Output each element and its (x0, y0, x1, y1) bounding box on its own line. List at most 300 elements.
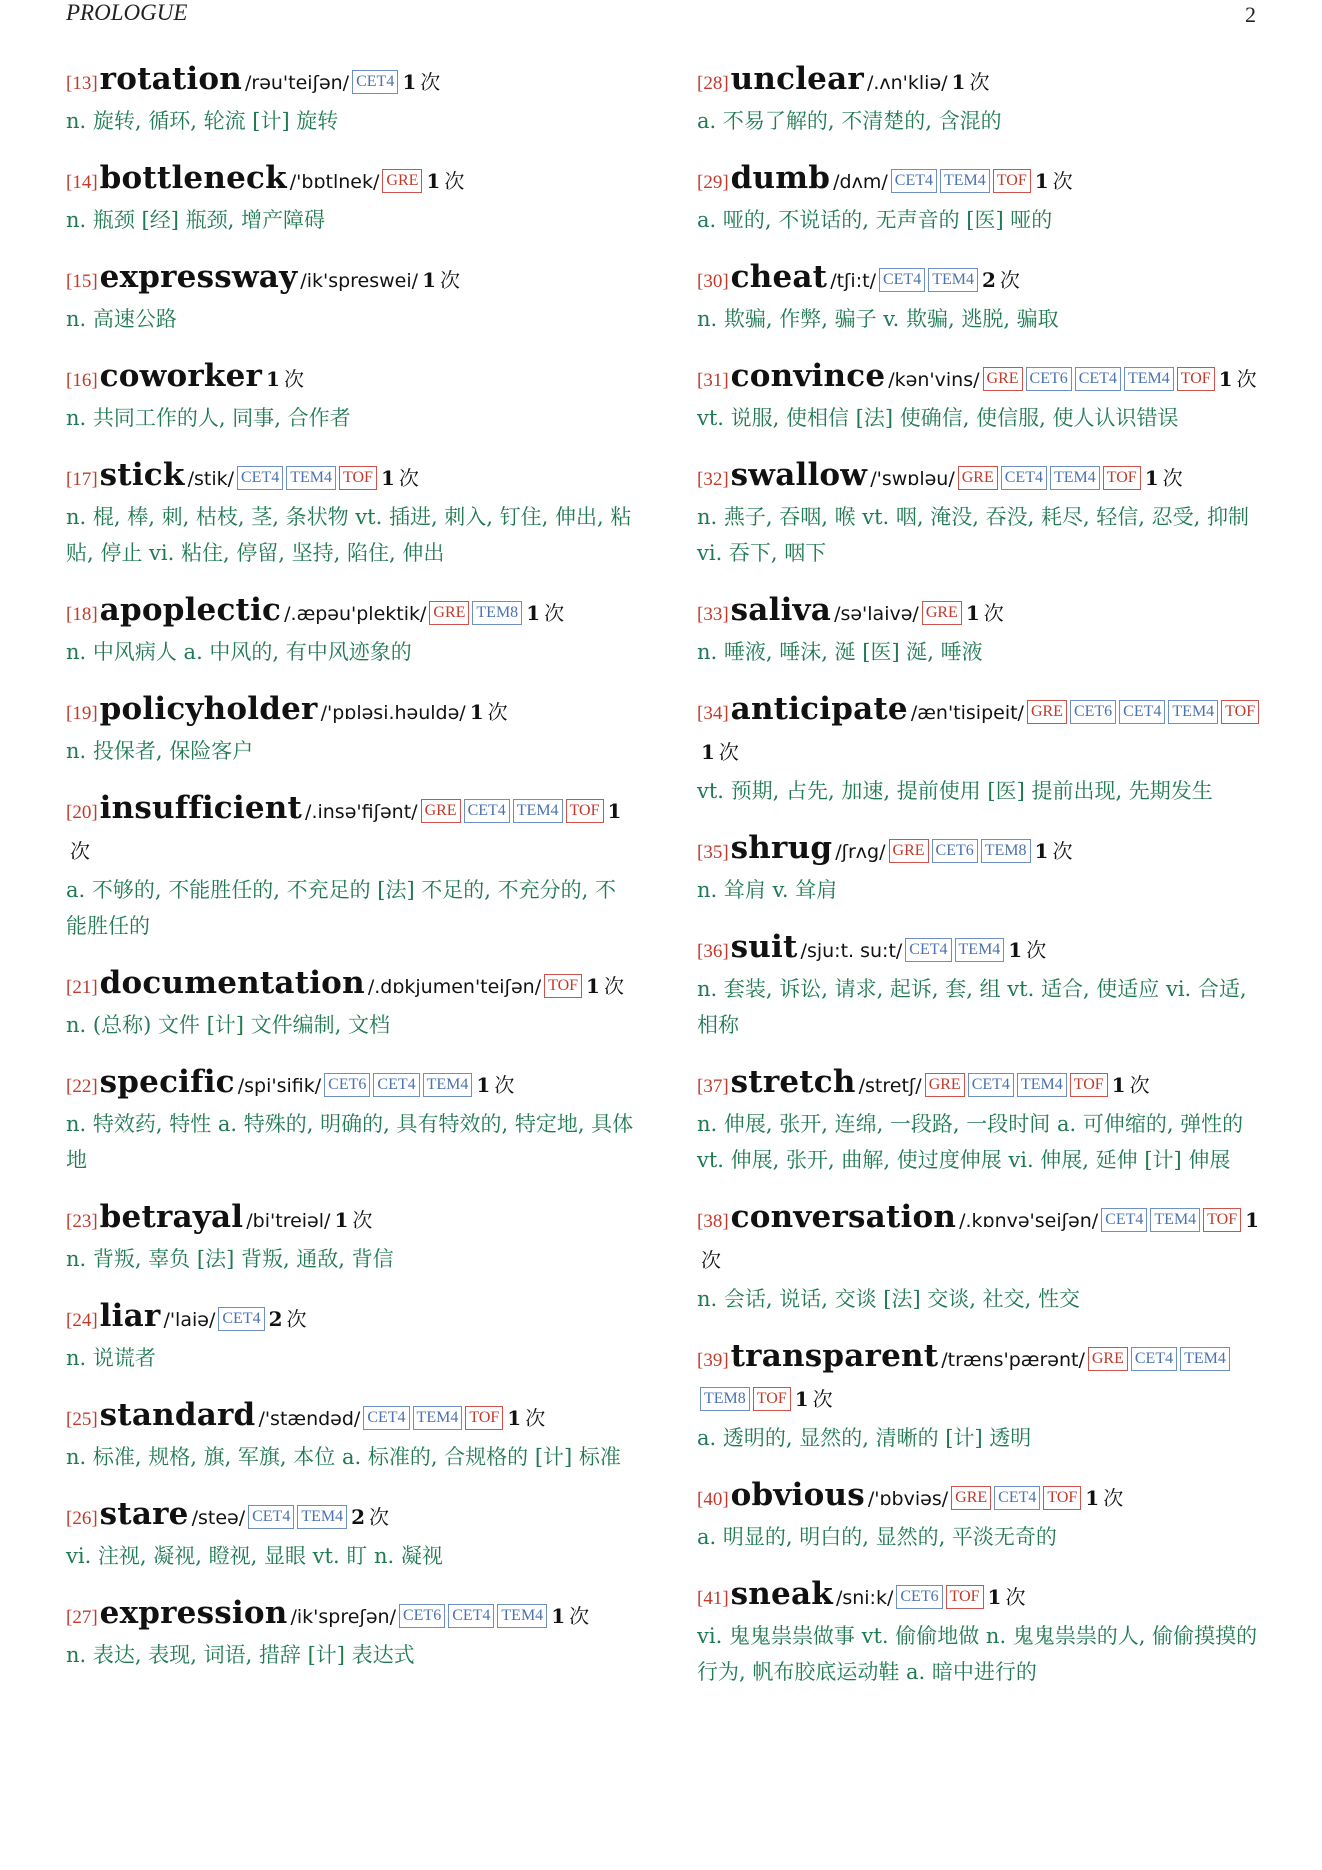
count-number: 1 (1144, 466, 1159, 490)
entry-pronunciation: /stik/ (187, 468, 234, 490)
exam-tag-tof: TOF (1221, 700, 1259, 724)
count-number: 1 (701, 740, 715, 764)
exam-tag-cet4: CET4 (1101, 1208, 1147, 1232)
occurrence-count (586, 974, 624, 998)
exam-tag-cet6: CET6 (324, 1073, 370, 1097)
count-number: 1 (476, 1073, 491, 1097)
entry-definition: n. 特效药, 特性 a. 特殊的, 明确的, 具有特效的, 特定地, 具体地 (66, 1112, 634, 1172)
entry-headline (66, 1063, 636, 1106)
count-number: 1 (526, 601, 541, 625)
exam-tags (919, 605, 962, 624)
entry-word: documentation (99, 965, 365, 1001)
entry-word: saliva (730, 592, 832, 628)
count-number: 1 (1034, 169, 1049, 193)
count-number: 1 (507, 1406, 522, 1430)
vocab-entry (697, 357, 1267, 436)
entry-definition: vt. 预期, 占先, 加速, 提前使用 [医] 提前出现, 先期发生 (697, 779, 1213, 803)
entry-word: apoplectic (99, 592, 282, 628)
exam-tag-tof: TOF (753, 1387, 791, 1411)
entry-definition: n. 共同工作的人, 同事, 合作者 (66, 406, 351, 430)
entry-index: [22] (66, 1076, 98, 1097)
count-number: 1 (469, 700, 484, 724)
entry-index: [37] (697, 1076, 729, 1097)
page-header (66, 0, 1256, 30)
exam-tag-tem4: TEM4 (423, 1073, 473, 1097)
entry-definition: a. 哑的, 不说话的, 无声音的 [医] 哑的 (697, 208, 1053, 232)
entry-definition: n. 伸展, 张开, 连绵, 一段路, 一段时间 a. 可伸缩的, 弹性的 vt. 伸展, 张开, 曲解, 使过度伸展 vi. 伸展, 延伸 [计] 伸展 (697, 1112, 1244, 1172)
occurrence-count (1219, 367, 1257, 391)
exam-tag-cet4: CET4 (905, 938, 951, 962)
count-unit: 次 (1052, 839, 1073, 863)
exam-tag-tem4: TEM4 (1050, 466, 1100, 490)
vocab-entry (697, 591, 1267, 670)
exam-tags (980, 371, 1215, 390)
entry-headline (697, 928, 1267, 971)
entry-index: [27] (66, 1607, 98, 1628)
vocab-entry (66, 357, 636, 436)
entry-pronunciation: /'stændəd/ (258, 1408, 361, 1430)
count-unit: 次 (1162, 466, 1183, 490)
entry-index: [24] (66, 1310, 98, 1331)
entry-headline (66, 357, 636, 400)
entry-headline (66, 690, 636, 733)
entry-word: dumb (730, 160, 831, 196)
occurrence-count (966, 601, 1004, 625)
count-unit: 次 (718, 740, 739, 764)
count-unit: 次 (1026, 938, 1047, 962)
entry-headline (697, 357, 1267, 400)
exam-tag-cet4: CET4 (464, 799, 510, 823)
exam-tag-tof: TOF (1070, 1073, 1108, 1097)
entry-index: [17] (66, 469, 98, 490)
entry-pronunciation: /.insə'fiʃənt/ (305, 801, 418, 823)
entry-pronunciation: /'ɒbviəs/ (867, 1488, 949, 1510)
entry-pronunciation: /ik'spreswei/ (300, 270, 419, 292)
entry-index: [31] (697, 370, 729, 391)
exam-tags (379, 173, 422, 192)
entry-word: insufficient (99, 790, 303, 826)
occurrence-count (1035, 169, 1073, 193)
entry-word: stare (99, 1496, 189, 1532)
entry-definition: n. 瓶颈 [经] 瓶颈, 增产障碍 (66, 208, 325, 232)
exam-tag-gre: GRE (922, 601, 962, 625)
exam-tag-gre: GRE (421, 799, 461, 823)
entry-index: [21] (66, 977, 98, 998)
vocab-entry (697, 258, 1267, 337)
count-number: 1 (951, 70, 966, 94)
exam-tags (1098, 1212, 1241, 1231)
entry-index: [20] (66, 802, 98, 823)
exam-tag-cet4: CET4 (363, 1406, 409, 1430)
exam-tag-tem8: TEM8 (700, 1387, 750, 1411)
exam-tags (888, 173, 1031, 192)
exam-tags (541, 978, 582, 997)
entry-pronunciation: /.æpəu'plektik/ (284, 603, 427, 625)
entry-pronunciation: /sni:k/ (835, 1587, 894, 1609)
exam-tag-tem4: TEM4 (497, 1604, 547, 1628)
exam-tags (321, 1077, 472, 1096)
entry-headline (66, 159, 636, 202)
entry-word: betrayal (99, 1199, 244, 1235)
occurrence-count (470, 700, 508, 724)
exam-tag-cet4: CET4 (1001, 466, 1047, 490)
entry-definition: vt. 说服, 使相信 [法] 使确信, 使信服, 使人认识错误 (697, 406, 1179, 430)
entry-headline (66, 591, 636, 634)
entry-word: specific (99, 1064, 235, 1100)
entry-headline (66, 1198, 636, 1241)
entry-definition: a. 透明的, 显然的, 清晰的 [计] 透明 (697, 1426, 1032, 1450)
exam-tag-cet4: CET4 (448, 1604, 494, 1628)
entry-word: liar (99, 1298, 161, 1334)
entry-word: expressway (99, 259, 298, 295)
occurrence-count (351, 1505, 389, 1529)
vocab-entry (66, 964, 636, 1043)
occurrence-count (952, 70, 990, 94)
exam-tag-cet4: CET4 (1119, 700, 1165, 724)
exam-tag-cet4: CET4 (218, 1307, 264, 1331)
entry-headline (66, 60, 636, 103)
occurrence-count (1112, 1073, 1150, 1097)
entry-headline (697, 829, 1267, 872)
exam-tag-tem8: TEM8 (981, 839, 1031, 863)
exam-tag-tof: TOF (566, 799, 604, 823)
count-unit: 次 (569, 1604, 590, 1628)
entry-headline (66, 456, 636, 499)
entry-definition: n. 旋转, 循环, 轮流 [计] 旋转 (66, 109, 339, 133)
exam-tag-tem4: TEM4 (413, 1406, 463, 1430)
exam-tag-tof: TOF (339, 466, 377, 490)
count-number: 1 (334, 1208, 349, 1232)
entry-headline (697, 1575, 1267, 1618)
exam-tag-tof: TOF (1103, 466, 1141, 490)
exam-tag-gre: GRE (958, 466, 998, 490)
count-unit: 次 (70, 839, 90, 863)
occurrence-count (507, 1406, 545, 1430)
entry-headline (697, 1337, 1267, 1420)
occurrence-count (1035, 839, 1073, 863)
count-number: 1 (1008, 938, 1023, 962)
entry-definition: n. 投保者, 保险客户 (66, 739, 254, 763)
exam-tags (245, 1509, 347, 1528)
entry-definition: n. 耸肩 v. 耸肩 (697, 878, 838, 902)
entry-pronunciation: /dʌm/ (833, 171, 888, 193)
exam-tag-tem4: TEM4 (513, 799, 563, 823)
count-unit: 次 (701, 1248, 721, 1272)
exam-tag-tem4: TEM4 (955, 938, 1005, 962)
entry-headline (66, 1297, 636, 1340)
occurrence-count (988, 1585, 1026, 1609)
vocab-entry (66, 1594, 636, 1673)
vocab-entry (697, 1476, 1267, 1555)
count-unit: 次 (1103, 1486, 1124, 1510)
entry-pronunciation: /'pɒləsi.həuldə/ (320, 702, 466, 724)
entry-index: [25] (66, 1409, 98, 1430)
occurrence-count (426, 169, 464, 193)
entry-headline (697, 258, 1267, 301)
entry-headline (697, 591, 1267, 634)
entry-word: cheat (730, 259, 828, 295)
entry-index: [32] (697, 469, 729, 490)
exam-tag-cet6: CET6 (1070, 700, 1116, 724)
exam-tag-cet6: CET6 (1026, 367, 1072, 391)
exam-tags (902, 942, 1004, 961)
exam-tag-cet4: CET4 (1075, 367, 1121, 391)
entry-headline (697, 1063, 1267, 1106)
count-unit: 次 (352, 1208, 373, 1232)
entry-word: sneak (730, 1576, 833, 1612)
exam-tag-cet4: CET4 (891, 169, 937, 193)
occurrence-count (402, 70, 440, 94)
vocab-entry (66, 1396, 636, 1475)
entry-definition: vi. 鬼鬼祟祟做事 vt. 偷偷地做 n. 鬼鬼祟祟的人, 偷偷摸摸的行为, 帆布胶底运动鞋 a. 暗中进行的 (697, 1624, 1258, 1684)
vocab-entry (66, 1297, 636, 1376)
vocab-entry (66, 456, 636, 571)
occurrence-count (526, 601, 564, 625)
exam-tag-tof: TOF (1043, 1486, 1081, 1510)
entry-definition: n. 高速公路 (66, 307, 177, 331)
vocab-entry (697, 928, 1267, 1043)
occurrence-count (334, 1208, 372, 1232)
entry-pronunciation: /kən'vins/ (888, 369, 980, 391)
entry-word: unclear (730, 61, 864, 97)
vocab-entry (66, 258, 636, 337)
vocab-entry (66, 159, 636, 238)
count-number: 1 (586, 974, 600, 998)
exam-tag-tof: TOF (544, 974, 582, 998)
count-unit: 次 (1129, 1073, 1150, 1097)
entry-pronunciation: /sju:t. su:t/ (800, 940, 903, 962)
exam-tag-tem4: TEM4 (1150, 1208, 1200, 1232)
exam-tag-gre: GRE (889, 839, 929, 863)
count-unit: 次 (969, 70, 990, 94)
vocab-entry (697, 1337, 1267, 1456)
count-unit: 次 (487, 700, 508, 724)
exam-tag-tof: TOF (465, 1406, 503, 1430)
entry-index: [41] (697, 1588, 729, 1609)
count-unit: 次 (444, 169, 465, 193)
vocab-entry (697, 1198, 1267, 1317)
entry-pronunciation: /rəu'teiʃən/ (244, 72, 350, 94)
entry-headline (66, 1396, 636, 1439)
entry-headline (66, 258, 636, 301)
count-number: 1 (965, 601, 980, 625)
count-unit: 次 (525, 1406, 546, 1430)
vocab-entry (697, 829, 1267, 908)
entry-headline (697, 690, 1267, 773)
left-column (66, 60, 636, 1693)
exam-tag-cet4: CET4 (879, 268, 925, 292)
entry-pronunciation: /tʃi:t/ (830, 270, 876, 292)
entry-word: swallow (730, 457, 868, 493)
count-number: 1 (1034, 839, 1049, 863)
exam-tags (893, 1589, 983, 1608)
entry-word: policyholder (99, 691, 318, 727)
exam-tag-cet4: CET4 (373, 1073, 419, 1097)
entry-index: [23] (66, 1211, 98, 1232)
entry-index: [26] (66, 1508, 98, 1529)
exam-tag-gre: GRE (382, 169, 422, 193)
exam-tag-gre: GRE (1027, 700, 1067, 724)
exam-tags (215, 1311, 264, 1330)
entry-word: anticipate (730, 691, 908, 727)
exam-tag-cet6: CET6 (896, 1585, 942, 1609)
entry-definition: n. 说谎者 (66, 1346, 156, 1370)
entry-word: stick (99, 457, 185, 493)
count-unit: 次 (439, 268, 460, 292)
exam-tags (948, 1490, 1081, 1509)
exam-tags (418, 803, 604, 822)
entry-word: transparent (730, 1338, 939, 1374)
entry-definition: vi. 注视, 凝视, 瞪视, 显眼 vt. 盯 n. 凝视 (66, 1544, 443, 1568)
entry-definition: n. (总称) 文件 [计] 文件编制, 文档 (66, 1013, 391, 1037)
exam-tag-tof: TOF (1203, 1208, 1241, 1232)
entry-index: [34] (697, 703, 729, 724)
entry-pronunciation: /'swɒləu/ (870, 468, 955, 490)
entry-index: [15] (66, 271, 98, 292)
entry-word: rotation (99, 61, 242, 97)
entry-definition: n. 标准, 规格, 旗, 军旗, 本位 a. 标准的, 合规格的 [计] 标准 (66, 1445, 621, 1469)
entry-index: [38] (697, 1211, 729, 1232)
entry-index: [36] (697, 941, 729, 962)
count-unit: 次 (494, 1073, 515, 1097)
entry-definition: n. 背叛, 辜负 [法] 背叛, 通敌, 背信 (66, 1247, 394, 1271)
exam-tags (396, 1608, 547, 1627)
count-number: 1 (1111, 1073, 1126, 1097)
occurrence-count (381, 466, 419, 490)
occurrence-count (269, 1307, 307, 1331)
entry-word: conversation (730, 1199, 957, 1235)
vocab-entry (66, 60, 636, 139)
count-unit: 次 (812, 1387, 833, 1411)
entry-index: [13] (66, 73, 98, 94)
entry-word: obvious (730, 1477, 865, 1513)
entry-definition: a. 不够的, 不能胜任的, 不充足的 [法] 不足的, 不充分的, 不能胜任的 (66, 878, 617, 938)
count-unit: 次 (369, 1505, 390, 1529)
count-number: 1 (266, 367, 280, 391)
exam-tag-cet6: CET6 (932, 839, 978, 863)
exam-tag-gre: GRE (1088, 1347, 1128, 1371)
entry-definition: n. 欺骗, 作弊, 骗子 v. 欺骗, 逃脱, 骗取 (697, 307, 1059, 331)
entry-definition: n. 会话, 说话, 交谈 [法] 交谈, 社交, 性交 (697, 1287, 1081, 1311)
exam-tag-gre: GRE (983, 367, 1023, 391)
entry-index: [18] (66, 604, 98, 625)
exam-tags (886, 843, 1031, 862)
exam-tags (426, 605, 522, 624)
count-unit: 次 (544, 601, 565, 625)
count-unit: 次 (286, 1307, 307, 1331)
exam-tag-tof: TOF (946, 1585, 984, 1609)
entry-headline (66, 1495, 636, 1538)
page-number: 2 (1245, 2, 1256, 27)
count-number: 2 (981, 268, 996, 292)
entry-word: coworker (99, 358, 263, 394)
exam-tag-tof: TOF (1177, 367, 1215, 391)
entry-definition: a. 不易了解的, 不清楚的, 含混的 (697, 109, 1002, 133)
exam-tag-tem4: TEM4 (286, 466, 336, 490)
occurrence-count (551, 1604, 589, 1628)
entry-pronunciation: /æn'tisipeit/ (910, 702, 1024, 724)
entry-definition: n. 表达, 表现, 词语, 措辞 [计] 表达式 (66, 1643, 415, 1667)
entry-headline (66, 1594, 636, 1637)
entry-pronunciation: /spi'sifik/ (237, 1075, 322, 1097)
exam-tags (955, 470, 1141, 489)
occurrence-count (266, 367, 304, 391)
exam-tag-tem4: TEM4 (1017, 1073, 1067, 1097)
exam-tags (349, 74, 398, 93)
exam-tag-tem4: TEM4 (1168, 700, 1218, 724)
exam-tag-cet4: CET4 (237, 466, 283, 490)
exam-tags (922, 1077, 1108, 1096)
entry-index: [28] (697, 73, 729, 94)
vocab-entry (66, 1495, 636, 1574)
count-number: 1 (1085, 1486, 1100, 1510)
entry-word: stretch (730, 1064, 856, 1100)
exam-tag-tem8: TEM8 (472, 601, 522, 625)
entry-word: bottleneck (99, 160, 287, 196)
exam-tag-tof: TOF (993, 169, 1031, 193)
count-unit: 次 (1236, 367, 1257, 391)
occurrence-count (422, 268, 460, 292)
exam-tags (360, 1410, 503, 1429)
exam-tag-gre: GRE (429, 601, 469, 625)
entry-pronunciation: /træns'pærənt/ (941, 1349, 1085, 1371)
vocab-entry (697, 159, 1267, 238)
entry-pronunciation: /.kɒnvə'seiʃən/ (959, 1210, 1099, 1232)
occurrence-count (795, 1387, 833, 1411)
exam-tag-gre: GRE (951, 1486, 991, 1510)
vocab-entry (697, 1063, 1267, 1178)
entry-word: convince (730, 358, 886, 394)
entry-headline (697, 159, 1267, 202)
entry-pronunciation: /ʃrʌg/ (835, 841, 886, 863)
count-number: 1 (426, 169, 441, 193)
occurrence-count (476, 1073, 514, 1097)
entry-pronunciation: /'bɒtlnek/ (289, 171, 380, 193)
count-unit: 次 (283, 367, 304, 391)
page-title: PROLOGUE (66, 0, 188, 25)
vocab-entry (697, 690, 1267, 809)
entry-index: [39] (697, 1350, 729, 1371)
count-number: 1 (551, 1604, 566, 1628)
exam-tag-cet4: CET4 (968, 1073, 1014, 1097)
count-number: 1 (1218, 367, 1233, 391)
count-number: 1 (794, 1387, 809, 1411)
entry-word: suit (730, 929, 798, 965)
occurrence-count (1085, 1486, 1123, 1510)
exam-tags (234, 470, 377, 489)
entry-headline (697, 60, 1267, 103)
exam-tag-tem4: TEM4 (940, 169, 990, 193)
vocab-entry (697, 456, 1267, 571)
occurrence-count (701, 740, 739, 764)
exam-tag-tem4: TEM4 (928, 268, 978, 292)
entry-index: [14] (66, 172, 98, 193)
entry-index: [35] (697, 842, 729, 863)
entry-index: [40] (697, 1489, 729, 1510)
count-unit: 次 (999, 268, 1020, 292)
vocab-entry (66, 1063, 636, 1178)
exam-tag-cet4: CET4 (248, 1505, 294, 1529)
entry-index: [16] (66, 370, 98, 391)
count-number: 1 (402, 70, 417, 94)
vocab-entry (697, 1575, 1267, 1690)
vocab-entry (66, 789, 636, 944)
entry-definition: n. 棍, 棒, 刺, 枯枝, 茎, 条状物 vt. 插进, 刺入, 钉住, 伸出, 粘贴, 停止 vi. 粘住, 停留, 坚持, 陷住, 伸出 (66, 505, 632, 565)
entry-index: [19] (66, 703, 98, 724)
count-unit: 次 (1052, 169, 1073, 193)
occurrence-count (1008, 938, 1046, 962)
count-number: 2 (268, 1307, 283, 1331)
